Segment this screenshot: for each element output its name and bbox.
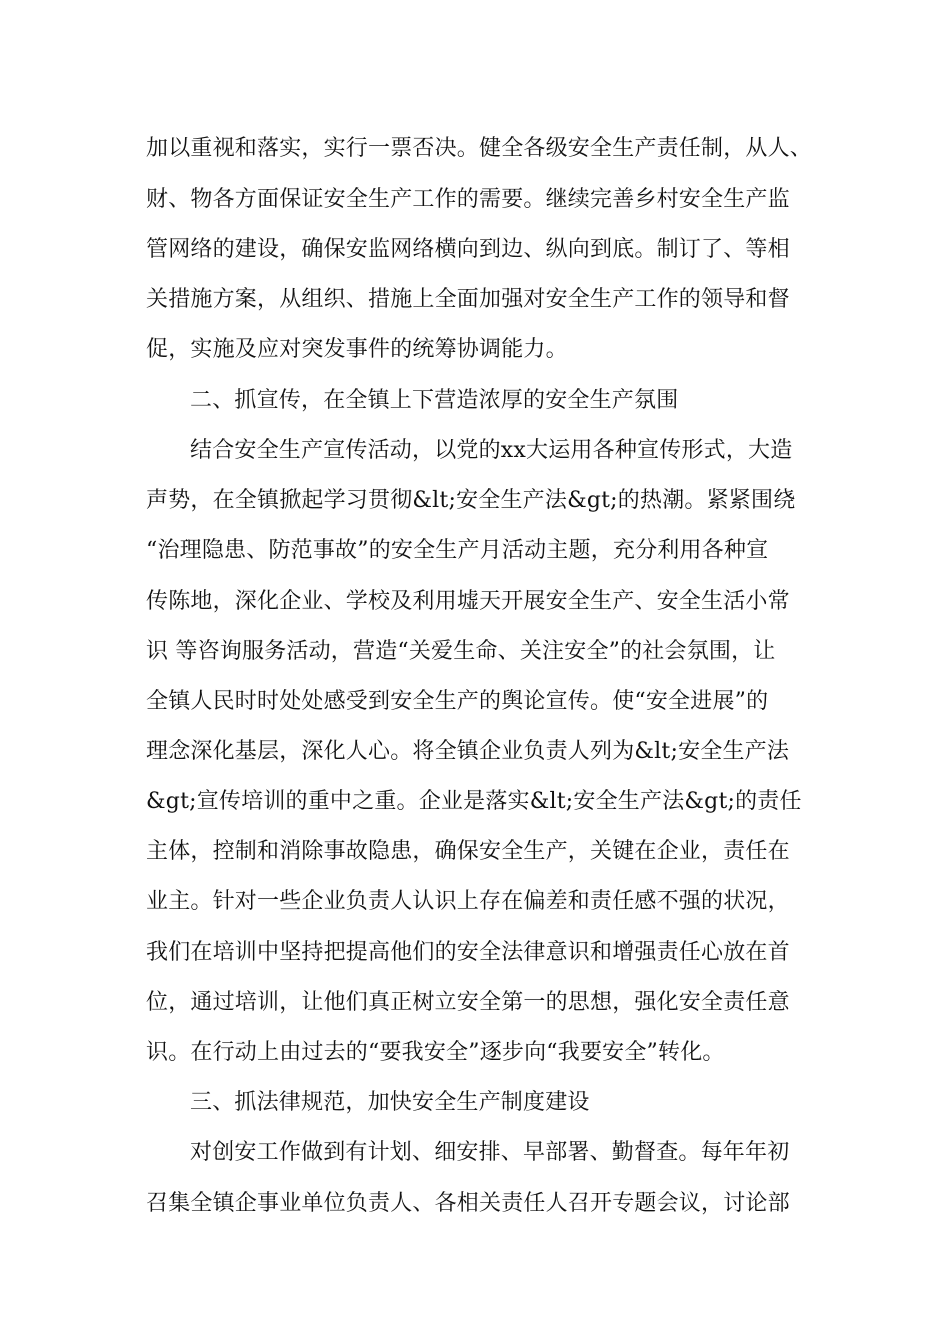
text-line: &gt;宣传培训的重中之重。企业是落实&lt;安全生产法&gt;的责任 <box>146 789 802 814</box>
text-line: 全镇人民时时处处感受到安全生产的舆论宣传。使“安全进展”的 <box>146 689 769 714</box>
text-line: 管网络的建设，确保安监网络横向到边、纵向到底。制订了、等相 <box>146 237 790 262</box>
text-line: “治理隐患、防范事故”的安全生产月活动主题，充分利用各种宣 <box>146 538 769 563</box>
text-line: 关措施方案，从组织、措施上全面加强对安全生产工作的领导和督 <box>146 287 790 312</box>
text-line: 对创安工作做到有计划、细安排、早部署、勤督查。每年年初 <box>190 1140 790 1165</box>
text-line: 传陈地，深化企业、学校及利用墟天开展安全生产、安全生活小常 <box>146 589 790 614</box>
text-line: 位，通过培训，让他们真正树立安全第一的思想，强化安全责任意 <box>146 990 790 1015</box>
text-line: 召集全镇企事业单位负责人、各相关责任人召开专题会议，讨论部 <box>146 1191 790 1216</box>
text-line: 结合安全生产宣传活动，以党的xx大运用各种宣传形式，大造 <box>190 438 793 463</box>
text-line: 业主。针对一些企业负责人认识上存在偏差和责任感不强的状况， <box>146 889 790 914</box>
text-line: 声势，在全镇掀起学习贯彻&lt;安全生产法&gt;的热潮。紧紧围绕 <box>146 488 796 513</box>
section-heading: 三、抓法律规范，加快安全生产制度建设 <box>190 1090 590 1115</box>
text-line: 促，实施及应对突发事件的统筹协调能力。 <box>146 337 568 362</box>
text-line: 理念深化基层，深化人心。将全镇企业负责人列为&lt;安全生产法 <box>146 739 790 764</box>
text-line: 我们在培训中坚持把提高他们的安全法律意识和增强责任心放在首 <box>146 940 790 965</box>
text-line: 主体，控制和消除事故隐患，确保安全生产，关键在企业，责任在 <box>146 839 790 864</box>
text-line: 加以重视和落实，实行一票否决。健全各级安全生产责任制，从人、 <box>146 136 813 161</box>
text-line: 识 等咨询服务活动，营造“关爱生命、关注安全”的社会氛围，让 <box>146 639 776 664</box>
section-heading: 二、抓宣传，在全镇上下营造浓厚的安全生产氛围 <box>190 388 679 413</box>
text-line: 识。在行动上由过去的“要我安全”逐步向“我要安全”转化。 <box>146 1040 725 1065</box>
text-line: 财、物各方面保证安全生产工作的需要。继续完善乡村安全生产监 <box>146 187 790 212</box>
